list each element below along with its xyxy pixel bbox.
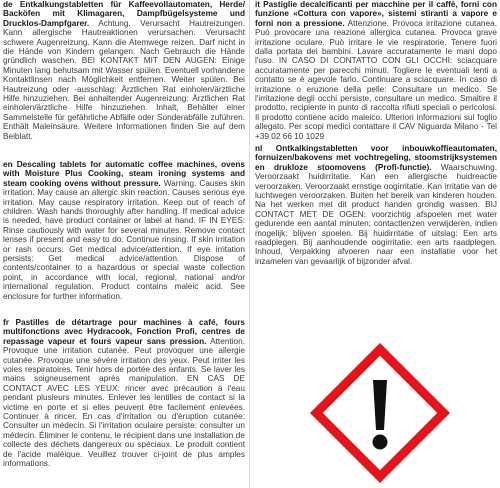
section-en [3,160,245,301]
section-nl-body: Waarschuwing. Veroorzaakt huidirritatie. Kan een allergische huidreactie veroorzaken. Veroorzaakt ernstige oogirritatie. Kan irritatie van de luchtwegen veroorzaken. Buiten het bereik van kinderen houden. Na het werken met dit product handen grondig wassen. BIJ CONTACT MET DE OGEN: voorzichtig afspoelen met water gedurende een aantal minuten; contactlenzen verwijderen, indien mogelijk; blijven spoelen. Bij huidirritatie of uitslag: Een arts raadplegen. Bij aanhoudende oogirritatie: een arts raadplegen. Inhoud, Verpakking afvoeren naar een installatie voor het inzamelen van gevaarlijk of bijzonder afval. [255,162,498,266]
section-it-title: Pastiglie decalcificanti per macchine per il caffè, forni con funzione «Cottura con vapore», sistemi stiranti a vapore e forni non a pressione. [255,0,497,28]
section-de-body: Achtung. Verursacht Hautreizungen. Kann allergische Hautreaktionen verursachen. Verursacht schwere Augenreizung. Kann die Atemwege reizen. Darf nicht in die Hände von Kindern gelangen. Nach Gebrauch die Hände gründlich waschen. BEI KONTAKT MIT DEN AUGEN: Einige Minuten lang behutsam mit Wasser spülen. Eventuell vorhandene Kontaktlinsen nach Möglichkeit entfernen. Weiter spülen. Bei Hautreizung oder -ausschlag: Ärztlichen Rat einholen/ärztliche Hilfe hinzuziehen. Bei anhaltender Augenreizung: Ärztlichen Rat einholen/ärztliche Hilfe hinzuziehen. Inhalt, Behälter einer Sammelstelle für gefährliche Abfälle oder Sonderabfälle zuführen. Enthält Maleinsäure. Weitere Informationen finden Sie auf dem Beiblatt. [3,18,245,141]
lang-code-de: de [3,0,13,9]
section-nl-title: Ontkalkingstabletten voor inbouwkoffieautomaten, fornuizen/bakovens met vochtregeling, stoomstrijksystemen en drukloze stoomovens (Profi-functie). [255,144,497,172]
ghs-health-hazard-exclamation-icon [305,338,455,488]
section-fr-title: Pastilles de détartrage pour machines à café, fours multifonctions avec Hydracook, Fonction Profi, centres de repassage vapeur et fours vapeur sans pression. [3,318,246,346]
section-en-body: Warning. Causes skin irritation. May cause an allergic skin reaction. Causes serious eye irritation. May cause respiratory irritation. Keep out of reach of children. Wash hands thoroughly after handling. If medical advice is needed, have product container or label at hand. IF IN EYES: Rinse cautiously with water for several minutes. Remove contact lenses if present and easy to do. Continue rinsing. If skin irritation or rash occurs: Get medical advice/attention. If eye irritation persists: Get medical advice/attention. Dispose of contents/container to a hazardous or special waste collection point, in accordance with local, regional, national and/or international regulation. Product contains maleic acid. See enclosure for further information. [3,178,245,301]
section-it-body: Attenzione. Provoca irritazione cutanea. Può provocare una reazione allergica cutanea. Provoca grave irritazione oculare. Può irritare le vie respiratorie. Tenere fuori dalla portata dei bambini. Lavare accuratamente le mani dopo l'uso. IN CASO DI CONTATTO CON GLI OCCHI: sciacquare accuratamente per parecchi minuti. Togliere le eventuali lenti a contatto se è agevole farlo. Continuare a sciacquare. In caso di irritazione o eruzione della pelle: Consultare un medico. Se l'irritazione degli occhi persiste, consultare un medico. Smaltire il prodotto, recipiente in punto di raccolta rifiuti speciali o pericolosi. Il prodotto contiene acido maleico. Ulteriori informazioni sul foglio allegato. Per scopi medici contattare il CAV Niguarda Milano - Tel +39 02 66 10 1029 [255,18,497,141]
section-de [3,0,245,141]
section-fr-body: Attention. Provoque une irritation cutanée. Peut provoquer une allergie cutanée. Provoque une sévère irritation des yeux. Peut irriter les voies respiratoires. Tenir hors de portée des enfants. Se laver les mains soigneusement après manipulation. EN CAS DE CONTACT AVEC LES YEUX: rincer avec précaution à l'eau pendant plusieurs minutes. Enlever les lentilles de contact si la victime en porte et si elles peuvent être facilement enlevées. Continuer à rincer. En cas d'irritation ou d'éruption cutanée: Consulter un médecin. Si l'irritation oculaire persiste: consulter un médecin. Éliminer le contenu, le récipient dans une installation de collecte des déchets dangereux ou spéciaux. Le produit contient de l'acide maléique. Veuillez trouver ci-joint de plus amples informations. [3,336,245,469]
section-it [255,0,497,141]
section-en-title: Descaling tablets for automatic coffee machines, ovens with Moisture Plus Cooking, steam ironing systems and steam cooking ovens without pressure. [3,160,245,188]
section-de-title: Entkalkungstabletten für Kaffeevollautomaten, Herde/ Backöfen mit Klimagaren, Dampfbügelsysteme und Drucklos-Dampfgarer. [3,0,245,28]
section-nl [255,144,497,266]
lang-code-it: it [255,0,261,9]
column-divider [249,0,250,488]
lang-code-fr: fr [3,318,9,327]
lang-code-en: en [3,160,13,169]
exclamation-dot [373,435,388,450]
lang-code-nl: nl [255,144,263,153]
section-fr [3,318,245,469]
